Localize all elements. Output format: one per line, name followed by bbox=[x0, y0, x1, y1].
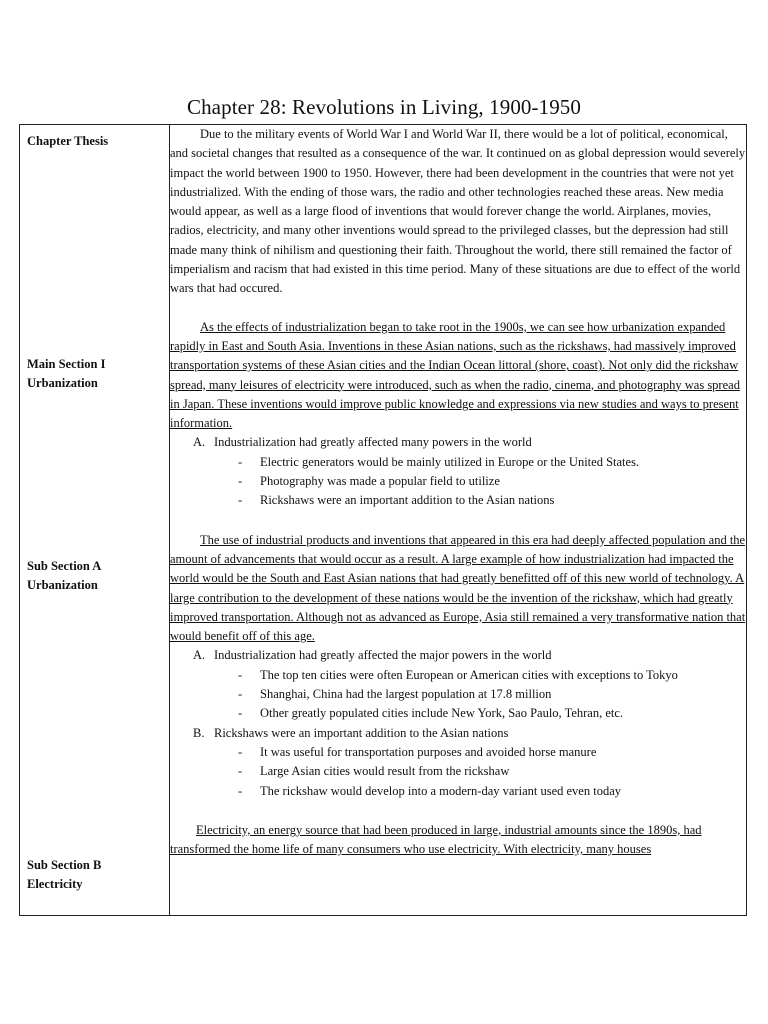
list-item: - The rickshaw would develop into a modern-day variant used even today bbox=[238, 783, 621, 798]
outline-item: B. Rickshaws were an important addition to the Asian nations bbox=[193, 725, 509, 740]
notes-table bbox=[19, 124, 747, 916]
outline-item: A. Industrialization had greatly affected many powers in the world bbox=[193, 435, 532, 450]
outline-item: A. Industrialization had greatly affected the major powers in the world bbox=[193, 648, 552, 663]
list-item: - Other greatly populated cities include New York, Sao Paulo, Tehran, etc. bbox=[238, 706, 624, 721]
content-column bbox=[170, 125, 747, 916]
list-item: - Photography was made a popular field to utilize bbox=[238, 474, 500, 489]
list-item: - Rickshaws were an important addition to the Asian nations bbox=[238, 493, 555, 508]
sub-section-a-paragraph: The use of industrial products and inventions that appeared in this era had deeply affected population and the amount of advancements that would occur as a result. A large example of how industrialization had impacted the world would be the South and East Asian nations that had greatly benefitted off of this new world of technology. A large contribution to the development of these nations would be the invention of the rickshaw, which had greatly improved transportation. Although not as advanced as Europe, Asia still remained a very transformative nation that would benefit off of this age. bbox=[170, 532, 746, 644]
section-label: Main Section I Urbanization bbox=[27, 357, 106, 390]
page-title: Chapter 28: Revolutions in Living, 1900-1950 bbox=[186, 95, 582, 119]
list-item: - Large Asian cities would result from the rickshaw bbox=[238, 764, 510, 779]
thesis-paragraph: Due to the military events of World War I and World War II, there would be a lot of political, economical, and societal changes that resulted as a consequence of the war. It continued on as global depression would severely impact the world between 1900 to 1950. However, there had been development in the countries that were not yet industrialized. With the ending of those wars, the radio and other technologies reached these areas. New media would appear, as well as a large flood of inventions that would forever change the world. Airplanes, movies, radios, electricity, and many other inventions would spread to the privileged classes, but the depression had still made many think of nihilism and questioning their faith. Throughout the world, there still remained the factor of imperialism and racism that had existed in this time period. Many of these situations are due to effect of the world wars that had occured. bbox=[170, 127, 746, 296]
section-label: Chapter Thesis bbox=[27, 134, 109, 148]
table-row bbox=[20, 125, 747, 916]
list-item: - The top ten cities were often European or American cities with exceptions to Tokyo bbox=[238, 667, 678, 682]
list-item: - Electric generators would be mainly utilized in Europe or the United States. bbox=[238, 454, 640, 469]
section-label: Sub Section A Urbanization bbox=[27, 559, 102, 592]
section-label: Sub Section B Electricity bbox=[27, 858, 102, 891]
labels-column bbox=[20, 125, 170, 916]
list-item: - It was useful for transportation purposes and avoided horse manure bbox=[238, 744, 597, 759]
sub-section-b-paragraph: Electricity, an energy source that had been produced in large, industrial amounts since the 1890s, had transformed the home life of many consumers who use electricity. With electricity, many houses bbox=[170, 822, 702, 857]
main-section-paragraph: As the effects of industrialization began to take root in the 1900s, we can see how urbanization expanded rapidly in East and South Asia. Inventions in these Asian nations, such as the rickshaws, had massively improved transportation systems of these Asian cities and the Indian Ocean littoral (shore, coast). Not only did the rickshaw spread, many leisures of electricity were introduced, such as when the radio, cinema, and photography was spread in Japan. These inventions would improve public knowledge and expressions via new studies and ways to present information. bbox=[170, 319, 740, 431]
list-item: - Shanghai, China had the largest population at 17.8 million bbox=[238, 687, 552, 702]
